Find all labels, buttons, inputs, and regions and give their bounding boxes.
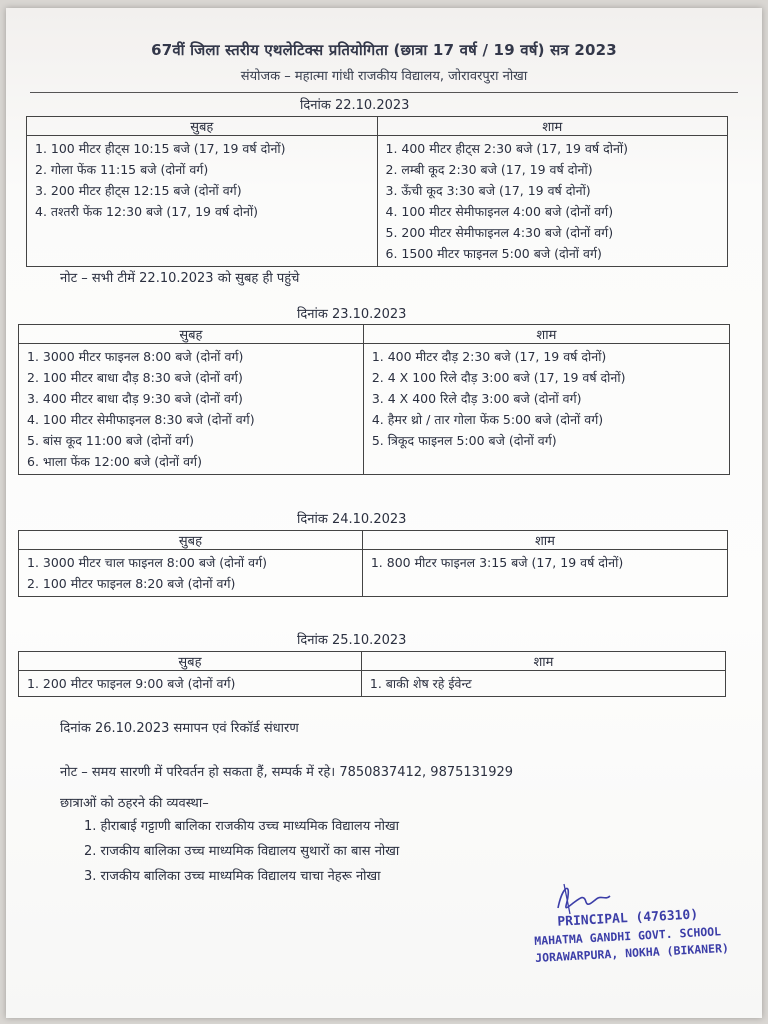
event-item: 3. 200 मीटर हीट्स 12:15 बजे (दोनों वर्ग) (35, 183, 242, 198)
evening-events-cell (361, 671, 725, 697)
event-item: 3. 400 मीटर बाधा दौड़ 9:30 बजे (दोनों वर्ग) (27, 391, 243, 406)
schedule-table-day1 (26, 116, 728, 267)
column-header-evening: शाम (377, 117, 728, 136)
event-item: 1. 100 मीटर हीट्स 10:15 बजे (17, 19 वर्ष दोनों) (35, 141, 286, 156)
event-item: 2. 100 मीटर फाइनल 8:20 बजे (दोनों वर्ग) (27, 576, 236, 591)
event-item: 4. हैमर थ्रो / तार गोला फेंक 5:00 बजे (दोनों वर्ग) (371, 412, 604, 427)
morning-events-cell (27, 136, 378, 267)
date-heading-day4: दिनांक 25.10.2023 (297, 633, 407, 648)
evening-events-cell (377, 136, 728, 267)
event-item: 6. भाला फेंक 12:00 बजे (दोनों वर्ग) (27, 454, 202, 469)
schedule-table-day4 (18, 651, 726, 697)
column-header-evening: शाम (363, 325, 729, 344)
event-item: 4. तश्तरी फेंक 12:30 बजे (17, 19 वर्ष दोनों) (35, 204, 259, 219)
event-item: 1. 3000 मीटर चाल फाइनल 8:00 बजे (दोनों वर्ग) (27, 555, 267, 570)
schedule-table-day2 (18, 324, 730, 475)
stamp-line-address: JORAWARPURA, NOKHA (BIKANER) (534, 940, 730, 965)
lodging-item: 3. राजकीय बालिका उच्च माध्यमिक विद्यालय चाचा नेहरू नोखा (84, 869, 381, 884)
event-item: 1. 400 मीटर हीट्स 2:30 बजे (17, 19 वर्ष दोनों) (385, 141, 629, 156)
event-item: 2. लम्बी कूद 2:30 बजे (17, 19 वर्ष दोनों) (385, 162, 593, 177)
event-item: 5. त्रिकूद फाइनल 5:00 बजे (दोनों वर्ग) (371, 433, 557, 448)
morning-events-cell (19, 344, 364, 475)
evening-events-cell (362, 550, 727, 597)
column-header-morning: सुबह (19, 652, 362, 671)
event-item: 1. 3000 मीटर फाइनल 8:00 बजे (दोनों वर्ग) (27, 349, 244, 364)
event-item: 5. बांस कूद 11:00 बजे (दोनों वर्ग) (27, 433, 195, 448)
lodging-item: 1. हीराबाई गट्टाणी बालिका राजकीय उच्च माध्यमिक विद्यालय नोखा (84, 819, 400, 834)
header-divider (30, 92, 738, 93)
morning-events-cell (19, 671, 362, 697)
lodging-heading: छात्राओं को ठहरने की व्यवस्था– (60, 796, 209, 811)
event-item: 4. 100 मीटर सेमीफाइनल 4:00 बजे (दोनों वर्ग) (385, 204, 614, 219)
schedule-table-day3 (18, 530, 728, 597)
event-item: 1. 400 मीटर दौड़ 2:30 बजे (17, 19 वर्ष दोनों) (371, 349, 607, 364)
event-item: 2. 4 X 100 रिले दौड़ 3:00 बजे (17, 19 वर्ष दोनों) (371, 370, 626, 385)
page-subtitle: संयोजक – महात्मा गांधी राजकीय विद्यालय, जोरावरपुरा नोखा (240, 69, 528, 84)
arrival-note: नोट – सभी टीमें 22.10.2023 को सुबह ही पहुंचे (60, 271, 300, 286)
morning-events-cell (19, 550, 363, 597)
event-item: 3. ऊँची कूद 3:30 बजे (17, 19 वर्ष दोनों) (385, 183, 591, 198)
page-title: 67वीं जिला स्तरीय एथलेटिक्स प्रतियोगिता (छात्रा 17 वर्ष / 19 वर्ष) सत्र 2023 (151, 41, 617, 59)
column-header-evening: शाम (362, 531, 727, 550)
event-item: 2. गोला फेंक 11:15 बजे (दोनों वर्ग) (35, 162, 209, 177)
date-heading-day1: दिनांक 22.10.2023 (300, 98, 410, 113)
event-item: 6. 1500 मीटर फाइनल 5:00 बजे (दोनों वर्ग) (385, 246, 602, 261)
stamp-line-school: MAHATMA GANDHI GOVT. SCHOOL (533, 924, 722, 949)
lodging-item: 2. राजकीय बालिका उच्च माध्यमिक विद्यालय सुथारों का बास नोखा (84, 844, 400, 859)
event-item: 3. 4 X 400 रिले दौड़ 3:00 बजे (दोनों वर्ग) (371, 391, 582, 406)
event-item: 1. 200 मीटर फाइनल 9:00 बजे (दोनों वर्ग) (27, 676, 236, 691)
column-header-morning: सुबह (19, 325, 364, 344)
event-item: 5. 200 मीटर सेमीफाइनल 4:30 बजे (दोनों वर्ग) (385, 225, 614, 240)
event-item: 2. 100 मीटर बाधा दौड़ 8:30 बजे (दोनों वर्ग) (27, 370, 243, 385)
event-item: 1. बाकी शेष रहे ईवेन्ट (369, 676, 472, 691)
date-heading-day2: दिनांक 23.10.2023 (297, 307, 407, 322)
date-heading-day3: दिनांक 24.10.2023 (297, 512, 407, 527)
schedule-change-note: नोट – समय सारणी में परिवर्तन हो सकता हैं, सम्पर्क में रहे। 7850837412, 9875131929 (60, 765, 514, 780)
column-header-morning: सुबह (27, 117, 378, 136)
stamp-line-title: PRINCIPAL (476310) (556, 907, 699, 930)
event-item: 4. 100 मीटर सेमीफाइनल 8:30 बजे (दोनों वर्ग) (27, 412, 255, 427)
principal-stamp (533, 906, 730, 965)
evening-events-cell (363, 344, 729, 475)
column-header-morning: सुबह (19, 531, 363, 550)
lodging-list (84, 814, 399, 889)
event-item: 1. 800 मीटर फाइनल 3:15 बजे (17, 19 वर्ष दोनों) (370, 555, 624, 570)
column-header-evening: शाम (361, 652, 725, 671)
closing-ceremony-note: दिनांक 26.10.2023 समापन एवं रिकॉर्ड संधारण (60, 721, 299, 736)
